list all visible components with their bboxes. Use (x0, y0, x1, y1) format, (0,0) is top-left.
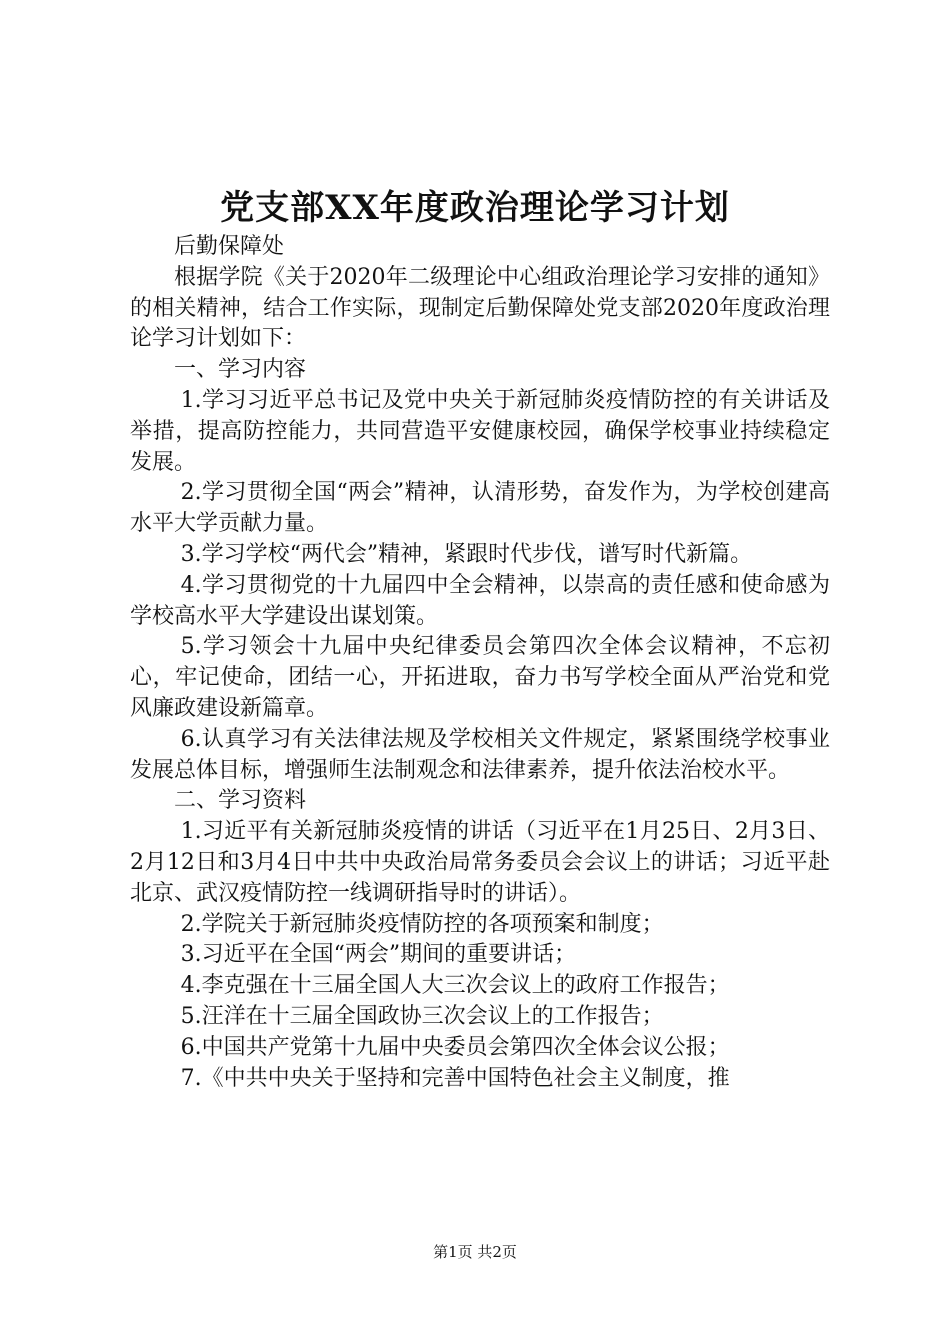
intro-paragraph: 根据学院《关于2020年二级理论中心组政治理论学习安排的通知》的相关精神，结合工作实际，现制定后勤保障处党支部2020年度政治理论学习计划如下： (130, 264, 830, 352)
section-heading-materials: 二、学习资料 (174, 788, 307, 814)
list-item: 6.中国共产党第十九届中央委员会第四次全体会议公报； (180, 1034, 730, 1060)
list-item: 5.学习领会十九届中央纪律委员会第四次全体会议精神，不忘初心，牢记使命，团结一心，开拓进取，奋力书写学校全面从严治党和党风廉政建设新篇章。 (130, 634, 830, 721)
list-item: 3.学习学校“两代会”精神，紧跟时代步伐，谱写时代新篇。 (180, 541, 753, 567)
list-item: 6.认真学习有关法律法规及学校相关文件规定，紧紧围绕学校事业发展总体目标，增强师生法制观念和法律素养，提升依法治校水平。 (130, 726, 830, 783)
list-item: 2.学习贯彻全国“两会”精神，认清形势，奋发作为，为学校创建高水平大学贡献力量。 (130, 480, 830, 537)
list-item: 4.学习贯彻党的十九届四中全会精神，以崇高的责任感和使命感为学校高水平大学建设出谋划策。 (130, 572, 830, 629)
document-title: 党支部XX年度政治理论学习计划 (220, 188, 730, 228)
document-body (130, 232, 830, 1094)
list-item: 4.李克强在十三届全国人大三次会议上的政府工作报告； (180, 973, 730, 999)
list-item: 1.习近平有关新冠肺炎疫情的讲话（习近平在1月25日、2月3日、2月12日和3月4日中共中央政治局常务委员会会议上的讲话；习近平赴北京、武汉疫情防控一线调研指导时的讲话）。 (130, 819, 830, 906)
department-line: 后勤保障处 (174, 234, 285, 259)
list-item: 5.汪洋在十三届全国政协三次会议上的工作报告； (180, 1003, 664, 1029)
list-item: 2.学院关于新冠肺炎疫情防控的各项预案和制度； (180, 911, 664, 937)
list-item: 3.习近平在全国“两会”期间的重要讲话； (180, 942, 577, 968)
section-heading-content: 一、学习内容 (174, 357, 307, 383)
page-footer: 第1页 共2页 (433, 1243, 517, 1261)
list-item: 1.学习习近平总书记及党中央关于新冠肺炎疫情防控的有关讲话及举措，提高防控能力，共同营造平安健康校园，确保学校事业持续稳定发展。 (130, 387, 830, 475)
list-item: 7.《中共中央关于坚持和完善中国特色社会主义制度，推 (180, 1065, 730, 1091)
